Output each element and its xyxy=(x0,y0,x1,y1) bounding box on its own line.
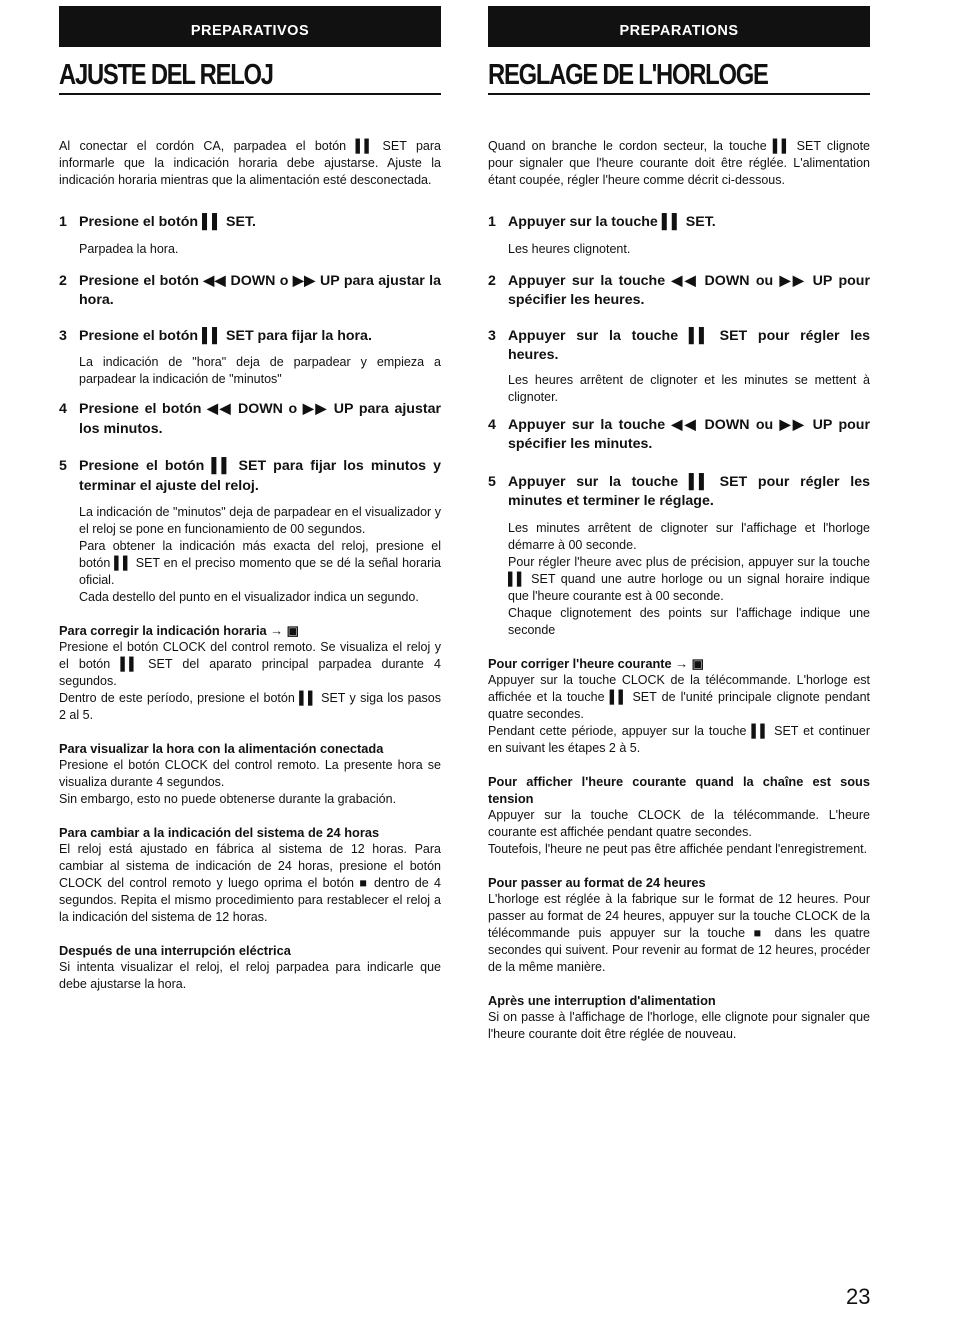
note-heading: Para corregir la indicación horaria → ▣ xyxy=(59,623,299,638)
section-banner: PREPARATIONS xyxy=(488,6,870,47)
note-body: El reloj está ajustado en fábrica al sistema de 12 horas. Para cambiar al sistema de indicación de 24 horas, presione el botón CLOCK del control remoto y luego oprima el botón ■ dentro de 4 segundos. Repita el mismo procedimiento para restablecer el reloj a la indicación del sistema de 12 horas. xyxy=(59,842,441,924)
note-heading: Después de una interrupción eléctrica xyxy=(59,943,291,958)
note-body: Appuyer sur la touche CLOCK de la télécommande. L'horloge est affichée et la touche ▌▌ SET de l'unité principale clignote pendant quatre secondes. Pendant cette période, appuyer sur la touche ▌▌ SET et continuer en suivant les étapes 2 à 5. xyxy=(488,672,870,755)
note-heading: Pour passer au format de 24 heures xyxy=(488,874,706,890)
step-3: 3 Presione el botón ▌▌ SET para fijar la hora. xyxy=(59,327,372,344)
step-5: 5 Appuyer sur la touche ▌▌ SET pour régler les minutes et terminer le réglage. xyxy=(488,473,870,509)
title-rule xyxy=(488,93,870,95)
note-heading: Para visualizar la hora con la alimentación conectada xyxy=(59,741,384,756)
step-1-desc: Parpadea la hora. xyxy=(79,241,179,256)
note-heading: Pour corriger l'heure courante → ▣ xyxy=(488,655,704,671)
intro-paragraph: Al conectar el cordón CA, parpadea el botón ▌▌ SET para informarle que la indicación horaria debe ajustarse. Ajuste la indicación horaria mientras que la alimentación esté desconectada. xyxy=(59,139,441,187)
step-3-desc: La indicación de "hora" deja de parpadear y empieza a parpadear la indicación de "minutos" xyxy=(79,355,441,386)
step-1: 1 Presione el botón ▌▌ SET. xyxy=(59,214,256,230)
note-body: Si on passe à l'affichage de l'horloge, elle clignote pour signaler que l'heure courante doit être réglée de nouveau. xyxy=(488,1009,870,1041)
note-body: Presione el botón CLOCK del control remoto. La presente hora se visualiza durante 4 segundos. Sin embargo, esto no puede obtenerse durante la grabación. xyxy=(59,758,441,806)
step-3: 3 Appuyer sur la touche ▌▌ SET pour régler les heures. xyxy=(488,327,870,363)
page-title: REGLAGE DE L'HORLOGE xyxy=(488,59,768,91)
section-banner: PREPARATIVOS xyxy=(59,6,441,47)
content xyxy=(59,138,441,993)
page-title: AJUSTE DEL RELOJ xyxy=(59,59,273,91)
note-body: Presione el botón CLOCK del control remoto. Se visualiza el reloj y el botón ▌▌ SET del aparato principal parpadea durante 4 segundos. Dentro de este período, presione el botón ▌▌ SET y siga los pasos 2 al 5. xyxy=(59,640,441,722)
step-1-desc: Les heures clignotent. xyxy=(508,241,631,256)
step-1: 1 Appuyer sur la touche ▌▌ SET. xyxy=(488,214,716,230)
note-heading: Para cambiar a la indicación del sistema de 24 horas xyxy=(59,825,380,840)
step-4: 4 Appuyer sur la touche ◀◀ DOWN ou ▶▶ UP pour spécifier les minutes. xyxy=(488,416,870,452)
note-body: Appuyer sur la touche CLOCK de la télécommande. L'heure courante est affichée pendant quatre secondes. Toutefois, l'heure ne peut pas être affichée pendant l'enregistrement. xyxy=(488,807,870,856)
step-5-desc: La indicación de "minutos" deja de parpadear en el visualizador y el reloj se pone en funcionamiento de 00 segundos. Para obtener la indicación más exacta del reloj, presione el botón ▌▌ SET en el preciso momento que se dé la señal horaria oficial. Cada destello del punto en el visualizador indica un segundo. xyxy=(79,505,441,604)
step-2: 2 Appuyer sur la touche ◀◀ DOWN ou ▶▶ UP pour spécifier les heures. xyxy=(488,272,870,308)
content xyxy=(488,138,870,1043)
step-5-desc: Les minutes arrêtent de clignoter sur l'affichage et l'horloge démarre à 00 seconde. Pour régler l'heure avec plus de précision, appuyer sur la touche ▌▌ SET quand une autre horloge ou un signal horaire indique que l'heure courante est à 00 seconde. Chaque clignotement des points sur l'affichage indique une seconde xyxy=(508,520,870,637)
title-rule xyxy=(59,93,441,95)
step-5: 5 Presione el botón ▌▌ SET para fijar los minutos y terminar el ajuste del reloj. xyxy=(59,458,441,494)
step-4: 4 Presione el botón ◀◀ DOWN o ▶▶ UP para ajustar los minutos. xyxy=(59,401,441,437)
note-heading: Pour afficher l'heure courante quand la chaîne est sous tension xyxy=(488,773,870,806)
note-body: Si intenta visualizar el reloj, el reloj parpadea para indicarle que debe ajustarse la hora. xyxy=(59,960,441,991)
intro-paragraph: Quand on branche le cordon secteur, la touche ▌▌ SET clignote pour signaler que l'heure courante doit être réglée. L'alimentation étant coupée, régler l'heure comme décrit ci-dessous. xyxy=(488,139,870,187)
step-2: 2 Presione el botón ◀◀ DOWN o ▶▶ UP para ajustar la hora. xyxy=(59,272,441,308)
step-3-desc: Les heures arrêtent de clignoter et les minutes se mettent à clignoter. xyxy=(508,372,870,404)
note-heading: Après une interruption d'alimentation xyxy=(488,992,716,1008)
note-body: L'horloge est réglée à la fabrique sur le format de 12 heures. Pour passer au format de 24 heures, appuyer sur la touche CLOCK de la télécommande puis appuyer sur la touche ■ dans les quatre secondes qui suivent. Pour revenir au format de 12 heures, procéder de la même manière. xyxy=(488,891,870,974)
page-number: 23 xyxy=(846,1284,871,1309)
